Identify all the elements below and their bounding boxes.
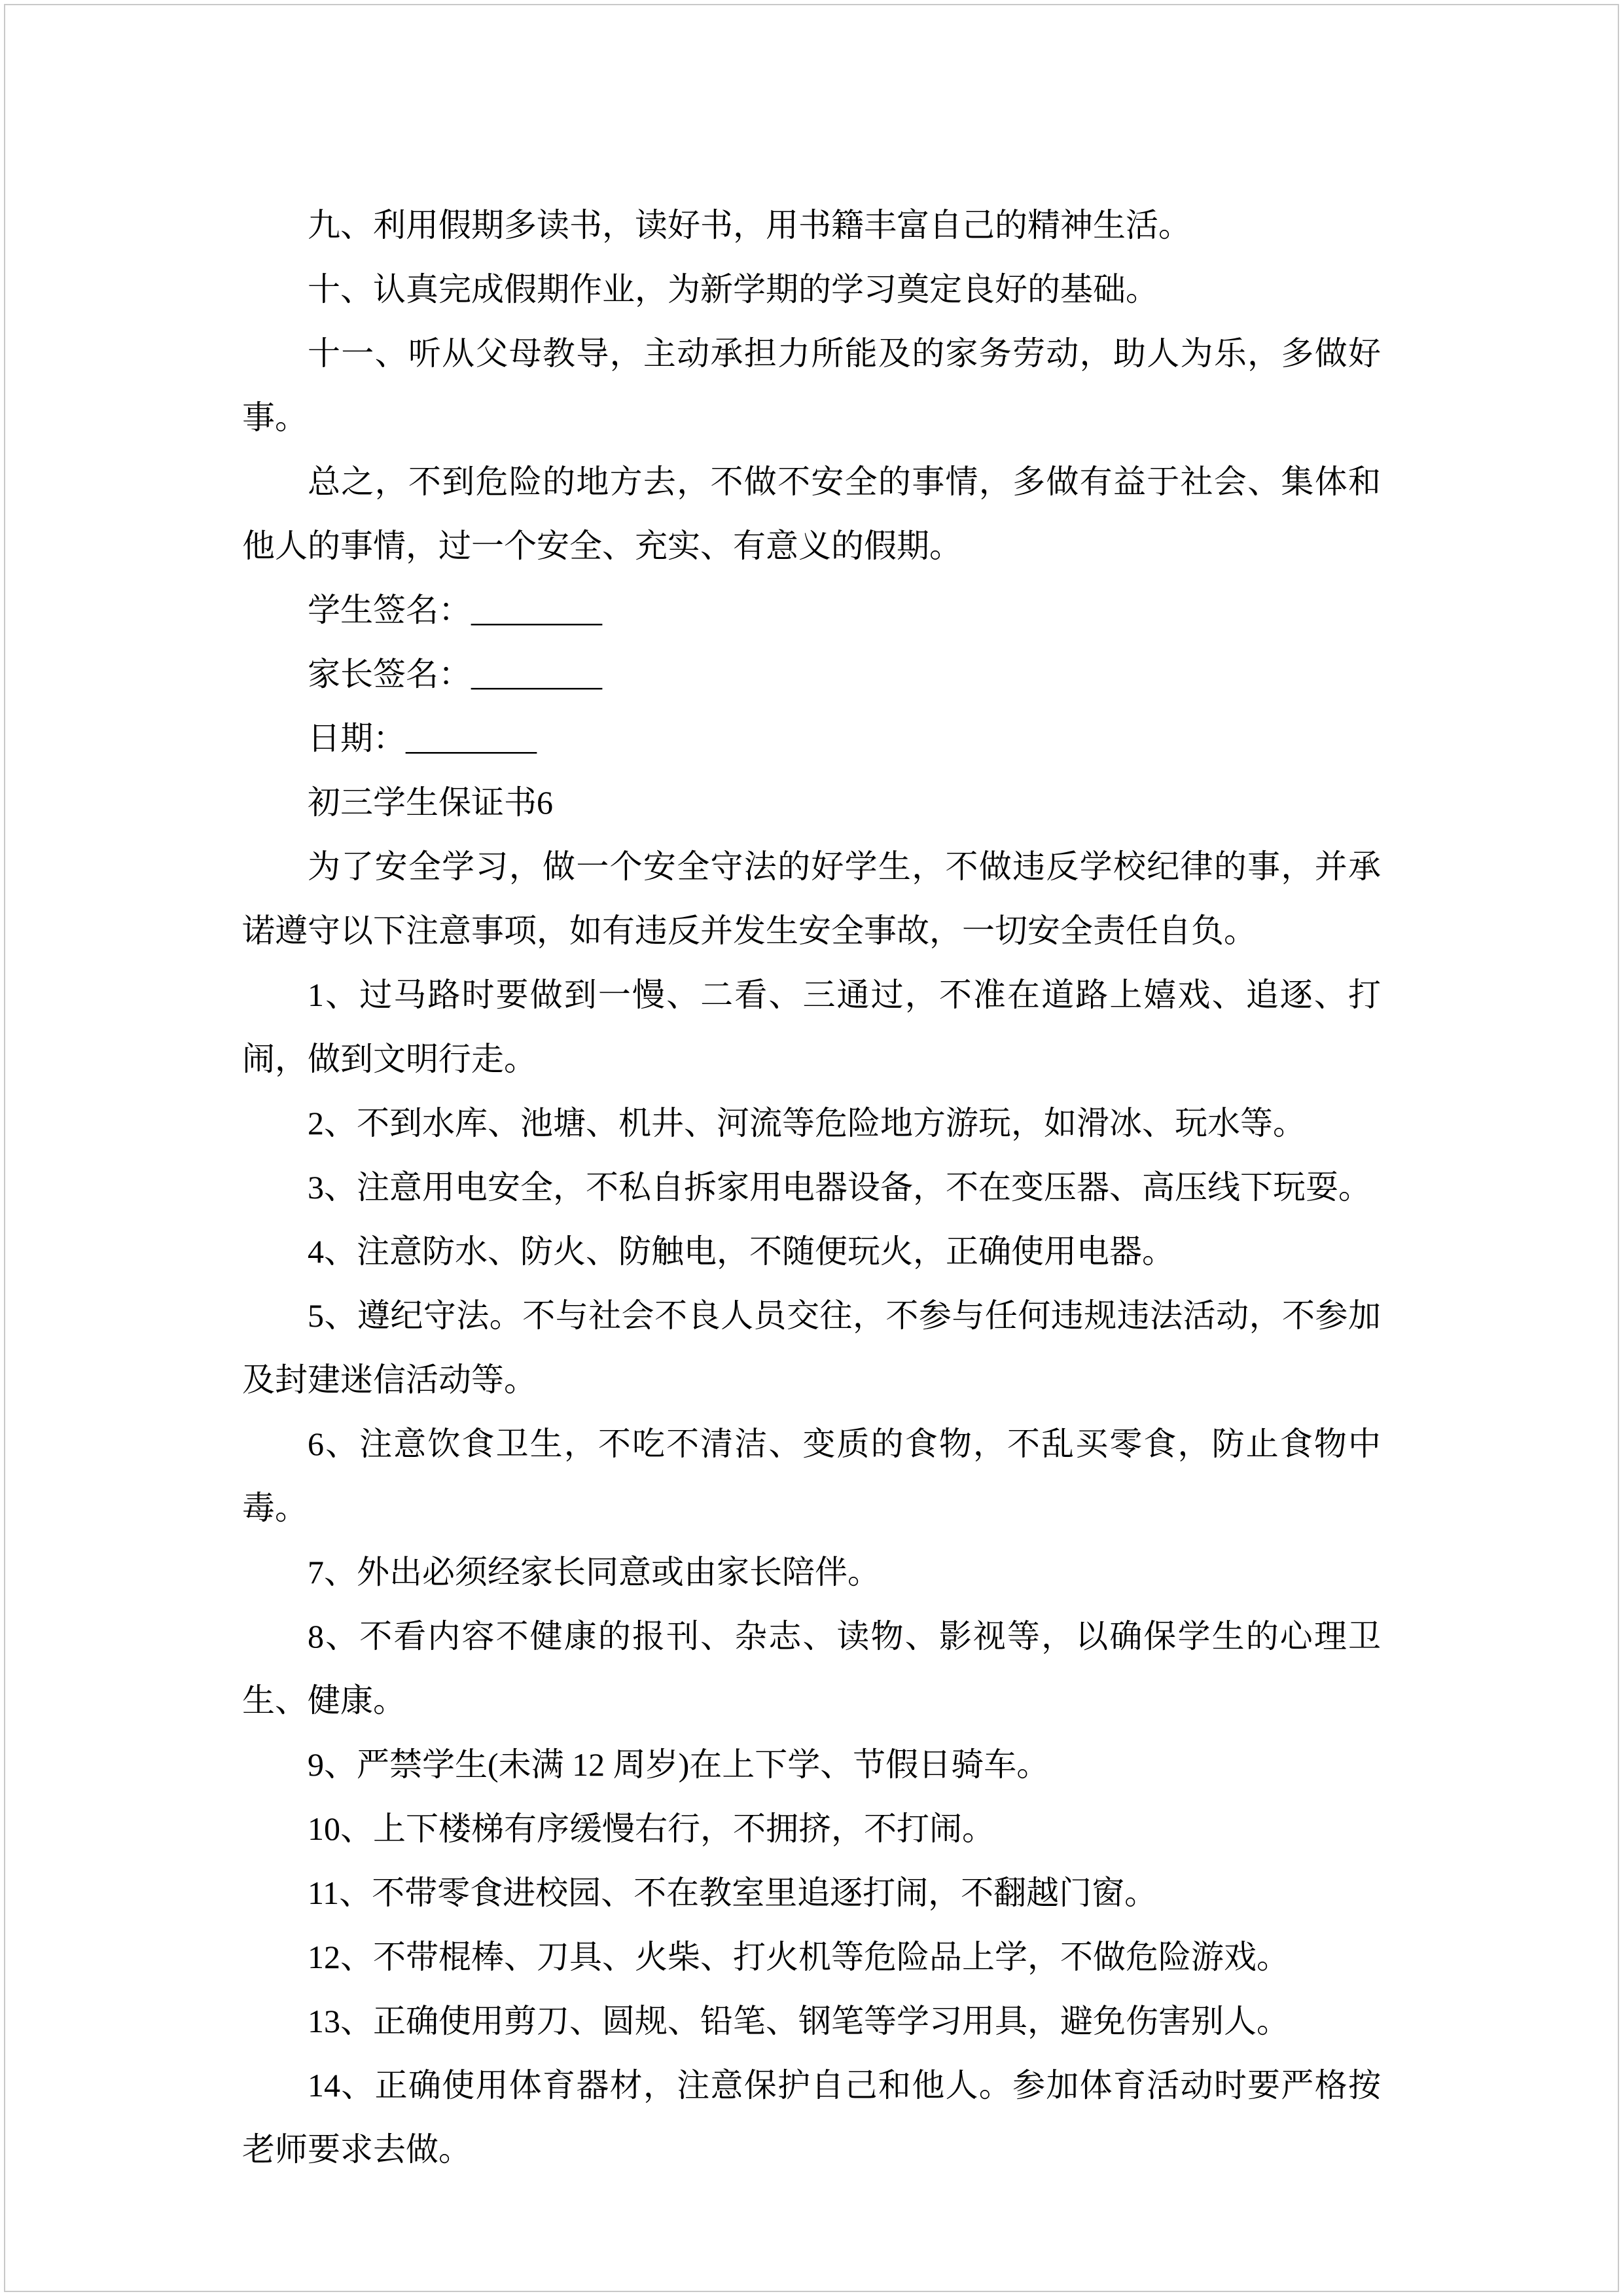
rule-13: 13、正确使用剪刀、圆规、铅笔、钢笔等学习用具，避免伤害别人。 xyxy=(308,2003,1289,2039)
document-body xyxy=(242,193,1381,2181)
rule-8: 8、不看内容不健康的报刊、杂志、读物、影视等，以确保学生的心理卫生、健康。 xyxy=(242,1618,1381,1719)
parent-signature-line: 家长签名：________ xyxy=(308,656,602,692)
rule-4: 4、注意防水、防火、防触电，不随便玩火，正确使用电器。 xyxy=(308,1233,1175,1270)
rule-5: 5、遵纪守法。不与社会不良人员交往，不参与任何违规违法活动，不参加及封建迷信活动等。 xyxy=(242,1297,1381,1398)
rule-3: 3、注意用电安全，不私自拆家用电器设备，不在变压器、高压线下玩耍。 xyxy=(308,1169,1371,1206)
rule-1: 1、过马路时要做到一慢、二看、三通过，不准在道路上嬉戏、追逐、打闹，做到文明行走。 xyxy=(242,977,1381,1077)
closing-paragraph: 总之，不到危险的地方去，不做不安全的事情，多做有益于社会、集体和他人的事情，过一个安全、充实、有意义的假期。 xyxy=(242,463,1381,564)
list-item-ten: 十、认真完成假期作业，为新学期的学习奠定良好的基础。 xyxy=(308,271,1158,308)
rule-14: 14、正确使用体育器材，注意保护自己和他人。参加体育活动时要严格按老师要求去做。 xyxy=(242,2067,1381,2168)
rule-9: 9、严禁学生(未满 12 周岁)在上下学、节假日骑车。 xyxy=(308,1746,1050,1783)
rule-7: 7、外出必须经家长同意或由家长陪伴。 xyxy=(308,1554,880,1590)
student-signature-line: 学生签名：________ xyxy=(308,592,602,628)
date-line: 日期：________ xyxy=(308,720,537,757)
rule-11: 11、不带零食进校园、不在教室里追逐打闹，不翻越门窗。 xyxy=(308,1874,1158,1911)
rule-6: 6、注意饮食卫生，不吃不清洁、变质的食物，不乱买零食，防止食物中毒。 xyxy=(242,1426,1381,1526)
section-title: 初三学生保证书6 xyxy=(308,784,553,821)
pledge-intro: 为了安全学习，做一个安全守法的好学生，不做违反学校纪律的事，并承诺遵守以下注意事项，如有违反并发生安全事故，一切安全责任自负。 xyxy=(242,848,1381,949)
rule-2: 2、不到水库、池塘、机井、河流等危险地方游玩，如滑冰、玩水等。 xyxy=(308,1105,1306,1141)
rule-12: 12、不带棍棒、刀具、火柴、打火机等危险品上学，不做危险游戏。 xyxy=(308,1939,1289,1975)
list-item-nine: 九、利用假期多读书，读好书，用书籍丰富自己的精神生活。 xyxy=(308,207,1191,243)
rule-10: 10、上下楼梯有序缓慢右行，不拥挤，不打闹。 xyxy=(308,1810,995,1847)
list-item-eleven: 十一、听从父母教导，主动承担力所能及的家务劳动，助人为乐，多做好事。 xyxy=(242,335,1381,436)
